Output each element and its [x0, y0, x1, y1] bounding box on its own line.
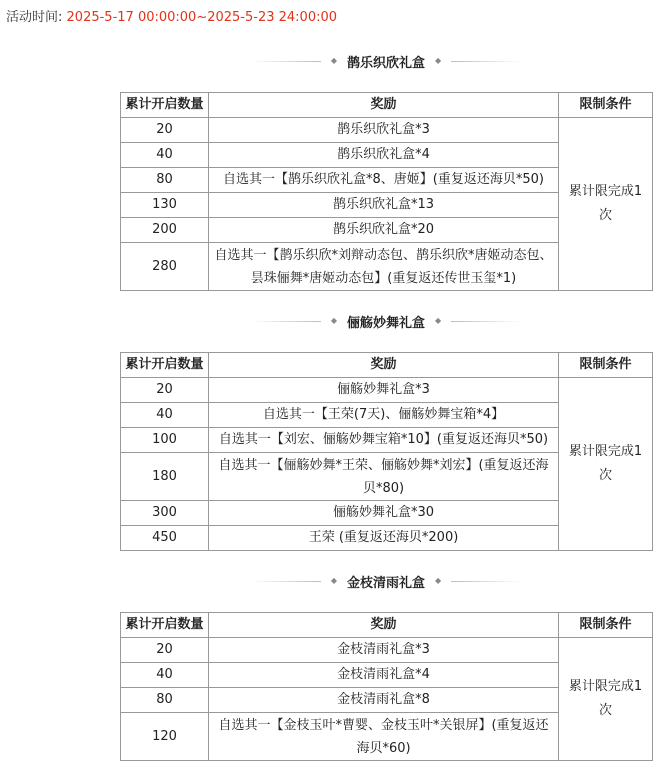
count-cell: 80	[121, 168, 209, 193]
diamond-icon: ◆	[330, 56, 337, 65]
count-cell: 180	[121, 453, 209, 501]
table-row	[121, 118, 653, 143]
table-header-row	[121, 613, 653, 638]
section-title-text: 金枝清雨礼盒	[346, 575, 425, 591]
reward-cell: 金枝清雨礼盒*3	[209, 638, 559, 663]
reward-cell: 鹊乐织欣礼盒*3	[209, 118, 559, 143]
limit-cell: 累计限完成1次	[559, 638, 653, 761]
activity-time	[6, 6, 337, 25]
reward-cell: 自选其一【鹊乐织欣*刘辩动态包、鹊乐织欣*唐姬动态包、昙珠俪舞*唐姬动态包】(重复返还传世玉玺*1)	[209, 243, 559, 291]
reward-cell: 俪觞妙舞礼盒*30	[209, 501, 559, 526]
count-cell: 300	[121, 501, 209, 526]
section-title-2	[120, 311, 652, 331]
divider-line	[251, 61, 321, 62]
reward-table-1	[120, 92, 653, 291]
divider-line	[251, 321, 321, 322]
activity-time-label: 活动时间:	[6, 10, 63, 25]
count-cell: 130	[121, 193, 209, 218]
diamond-icon: ◆	[435, 576, 442, 585]
count-cell: 40	[121, 663, 209, 688]
reward-cell: 金枝清雨礼盒*4	[209, 663, 559, 688]
count-cell: 80	[121, 688, 209, 713]
header-count: 累计开启数量	[121, 353, 209, 378]
header-limit: 限制条件	[559, 613, 653, 638]
count-cell: 20	[121, 118, 209, 143]
diamond-icon: ◆	[330, 316, 337, 325]
reward-cell: 鹊乐织欣礼盒*20	[209, 218, 559, 243]
count-cell: 280	[121, 243, 209, 291]
table-header-row	[121, 353, 653, 378]
activity-time-value: 2025-5-17 00:00:00~2025-5-23 24:00:00	[66, 10, 338, 25]
section-title-text: 俪觞妙舞礼盒	[346, 315, 425, 331]
divider-line	[451, 581, 521, 582]
reward-cell: 鹊乐织欣礼盒*13	[209, 193, 559, 218]
divider-line	[251, 581, 321, 582]
header-reward: 奖励	[209, 353, 559, 378]
reward-cell: 自选其一【刘宏、俪觞妙舞宝箱*10】(重复返还海贝*50)	[209, 428, 559, 453]
reward-cell: 自选其一【金枝玉叶*曹婴、金枝玉叶*关银屏】(重复返还海贝*60)	[209, 713, 559, 761]
reward-cell: 自选其一【俪觞妙舞*王荣、俪觞妙舞*刘宏】(重复返还海贝*80)	[209, 453, 559, 501]
reward-table-2	[120, 352, 653, 551]
count-cell: 200	[121, 218, 209, 243]
diamond-icon: ◆	[330, 576, 337, 585]
section-title-1	[120, 51, 652, 71]
diamond-icon: ◆	[435, 316, 442, 325]
reward-cell: 俪觞妙舞礼盒*3	[209, 378, 559, 403]
reward-cell: 鹊乐织欣礼盒*4	[209, 143, 559, 168]
reward-cell: 金枝清雨礼盒*8	[209, 688, 559, 713]
header-count: 累计开启数量	[121, 93, 209, 118]
divider-line	[451, 321, 521, 322]
count-cell: 40	[121, 403, 209, 428]
reward-cell: 自选其一【鹊乐织欣礼盒*8、唐姬】(重复返还海贝*50)	[209, 168, 559, 193]
header-reward: 奖励	[209, 613, 559, 638]
diamond-icon: ◆	[435, 56, 442, 65]
divider-line	[451, 61, 521, 62]
header-count: 累计开启数量	[121, 613, 209, 638]
count-cell: 20	[121, 638, 209, 663]
header-limit: 限制条件	[559, 353, 653, 378]
reward-table-3	[120, 612, 653, 761]
count-cell: 20	[121, 378, 209, 403]
count-cell: 120	[121, 713, 209, 761]
table-header-row	[121, 93, 653, 118]
header-limit: 限制条件	[559, 93, 653, 118]
header-reward: 奖励	[209, 93, 559, 118]
count-cell: 40	[121, 143, 209, 168]
count-cell: 450	[121, 526, 209, 551]
section-title-3	[120, 571, 652, 591]
table-row	[121, 378, 653, 403]
count-cell: 100	[121, 428, 209, 453]
limit-cell: 累计限完成1次	[559, 118, 653, 291]
table-row	[121, 638, 653, 663]
section-title-text: 鹊乐织欣礼盒	[346, 55, 425, 71]
limit-cell: 累计限完成1次	[559, 378, 653, 551]
reward-cell: 王荣 (重复返还海贝*200)	[209, 526, 559, 551]
reward-cell: 自选其一【王荣(7天)、俪觞妙舞宝箱*4】	[209, 403, 559, 428]
